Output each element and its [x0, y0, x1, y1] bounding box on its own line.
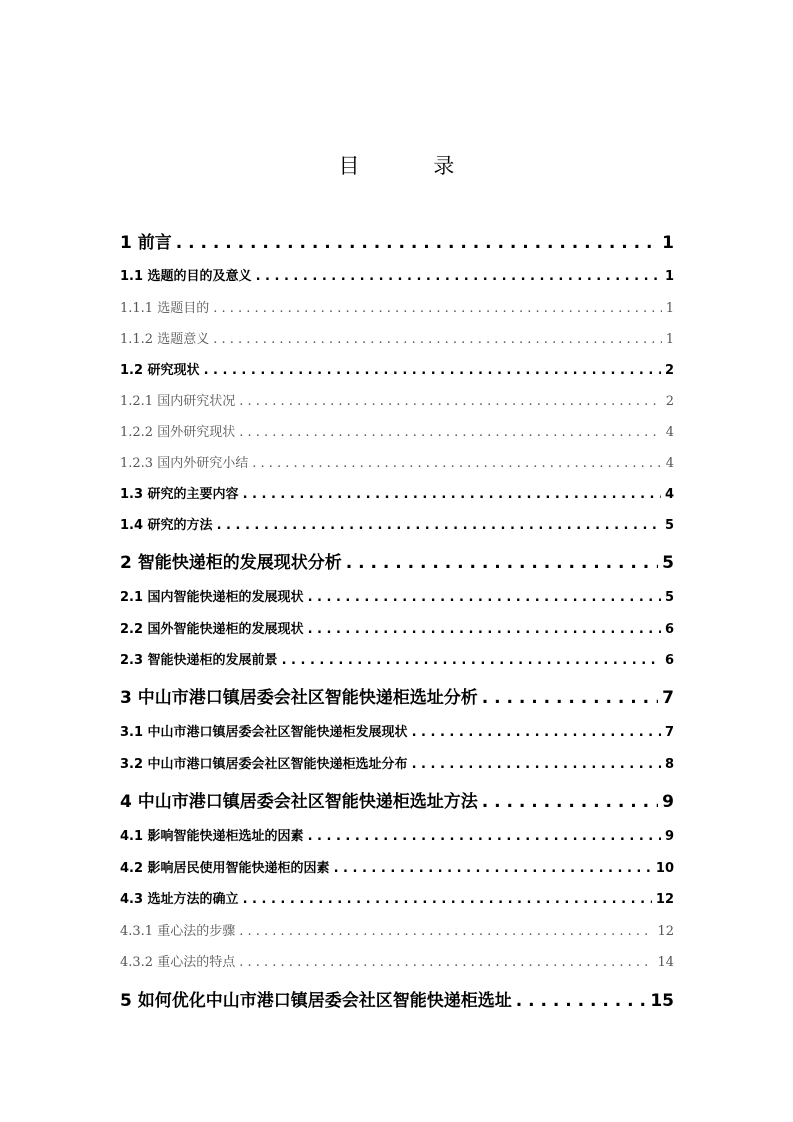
toc-entry-label: 5 如何优化中山市港口镇居委会社区智能快递柜选址: [120, 991, 512, 1011]
toc-entry-label: 2.2 国外智能快递柜的发展现状: [120, 622, 304, 637]
toc-entry[interactable]: [120, 359, 674, 378]
toc-leader-dots: [412, 757, 661, 772]
toc-entry-label: 4.3.2 重心法的特点: [120, 955, 236, 970]
toc-entry-page: 10: [655, 861, 674, 876]
toc-entry-label: 3.1 中山市港口镇居委会社区智能快递柜发展现状: [120, 725, 408, 740]
toc-entry-label: 4.3.1 重心法的步骤: [120, 924, 236, 939]
toc-entry-label: 1.2.2 国外研究现状: [120, 425, 236, 440]
toc-entry[interactable]: [120, 721, 674, 740]
toc-entry-label: 1.4 研究的方法: [120, 518, 213, 533]
toc-entry[interactable]: [120, 483, 674, 502]
toc-entry-page: 9: [664, 829, 674, 844]
toc-entry[interactable]: [120, 787, 674, 812]
toc-entry[interactable]: [120, 618, 674, 637]
toc-entry-page: 12: [657, 924, 674, 939]
toc-leader-dots: [482, 792, 658, 812]
toc-entry[interactable]: [120, 888, 674, 907]
toc-entry-label: 3 中山市港口镇居委会社区智能快递柜选址分析: [120, 688, 478, 708]
toc-entry-page: 7: [662, 688, 674, 708]
toc-leader-dots: [239, 955, 653, 970]
toc-entry-page: 4: [665, 425, 674, 440]
toc-entry-label: 2.1 国内智能快递柜的发展现状: [120, 590, 304, 605]
toc-leader-dots: [412, 725, 661, 740]
toc-leader-dots: [217, 518, 661, 533]
toc-entry-page: 1: [665, 301, 674, 316]
toc-entry-page: 8: [664, 757, 674, 772]
toc-leader-dots: [256, 269, 661, 284]
toc-entry-page: 4: [664, 487, 674, 502]
toc-entry[interactable]: [120, 265, 674, 284]
toc-entry-label: 1.1.2 选题意义: [120, 332, 210, 347]
toc-entry-page: 2: [665, 394, 674, 409]
toc-leader-dots: [282, 653, 661, 668]
toc-entry[interactable]: [120, 548, 674, 573]
toc-entry-page: 1: [665, 332, 674, 347]
toc-entry[interactable]: [120, 297, 674, 316]
toc-entry-label: 2 智能快递柜的发展现状分析: [120, 553, 342, 573]
toc-entry-page: 15: [650, 991, 674, 1011]
toc-entry-page: 14: [657, 955, 674, 970]
toc-leader-dots: [213, 301, 662, 316]
toc-leader-dots: [516, 991, 647, 1011]
toc-leader-dots: [239, 425, 662, 440]
toc-leader-dots: [243, 892, 652, 907]
toc-entry[interactable]: [120, 514, 674, 533]
toc-entry-page: 5: [664, 518, 674, 533]
toc-entry-label: 4.3 选址方法的确立: [120, 892, 239, 907]
toc-entry[interactable]: [120, 328, 674, 347]
toc-entry-label: 4 中山市港口镇居委会社区智能快递柜选址方法: [120, 792, 478, 812]
toc-entry-page: 9: [662, 792, 674, 812]
toc-leader-dots: [482, 688, 658, 708]
toc-entry[interactable]: [120, 857, 674, 876]
toc-entry[interactable]: [120, 986, 674, 1011]
toc-entry-page: 5: [664, 590, 674, 605]
toc-leader-dots: [308, 622, 661, 637]
toc-leader-dots: [239, 394, 662, 409]
toc-entry-label: 1.3 研究的主要内容: [120, 487, 239, 502]
toc-entry-page: 6: [664, 653, 674, 668]
toc-leader-dots: [334, 861, 652, 876]
toc-entry[interactable]: [120, 753, 674, 772]
toc-entry-label: 1 前言: [120, 233, 172, 253]
toc-entry-label: 1.1.1 选题目的: [120, 301, 210, 316]
toc-entry[interactable]: [120, 951, 674, 970]
toc-entry-page: 12: [655, 892, 674, 907]
toc-leader-dots: [176, 233, 658, 253]
toc-leader-dots: [204, 363, 661, 378]
toc-leader-dots: [252, 456, 662, 471]
toc-leader-dots: [308, 829, 661, 844]
toc-entry-label: 2.3 智能快递柜的发展前景: [120, 653, 278, 668]
toc-entry-label: 1.1 选题的目的及意义: [120, 269, 252, 284]
toc-leader-dots: [239, 924, 653, 939]
toc-entry-label: 1.2.1 国内研究状况: [120, 394, 236, 409]
toc-entry[interactable]: [120, 683, 674, 708]
toc-entry-label: 4.1 影响智能快递柜选址的因素: [120, 829, 304, 844]
toc-entry-page: 1: [662, 233, 674, 253]
toc-entry-page: 1: [664, 269, 674, 284]
toc-entry-label: 4.2 影响居民使用智能快递柜的因素: [120, 861, 330, 876]
toc-entry-label: 1.2 研究现状: [120, 363, 200, 378]
toc-entry-page: 4: [665, 456, 674, 471]
toc-entry-label: 1.2.3 国内外研究小结: [120, 456, 249, 471]
toc-entry[interactable]: [120, 228, 674, 253]
toc-entry-page: 7: [664, 725, 674, 740]
toc-leader-dots: [346, 553, 658, 573]
toc-leader-dots: [213, 332, 662, 347]
toc-leader-dots: [308, 590, 661, 605]
toc-entry[interactable]: [120, 421, 674, 440]
toc-leader-dots: [243, 487, 661, 502]
toc-entry-page: 6: [664, 622, 674, 637]
toc-entry-label: 3.2 中山市港口镇居委会社区智能快递柜选址分布: [120, 757, 408, 772]
page-title: 目 录: [338, 154, 489, 178]
toc-entry[interactable]: [120, 452, 674, 471]
toc-entry[interactable]: [120, 586, 674, 605]
toc-entry[interactable]: [120, 390, 674, 409]
toc-entry[interactable]: [120, 649, 674, 668]
toc-entry[interactable]: [120, 825, 674, 844]
toc-entry-page: 5: [662, 553, 674, 573]
toc-entry-page: 2: [664, 363, 674, 378]
toc-entry[interactable]: [120, 920, 674, 939]
